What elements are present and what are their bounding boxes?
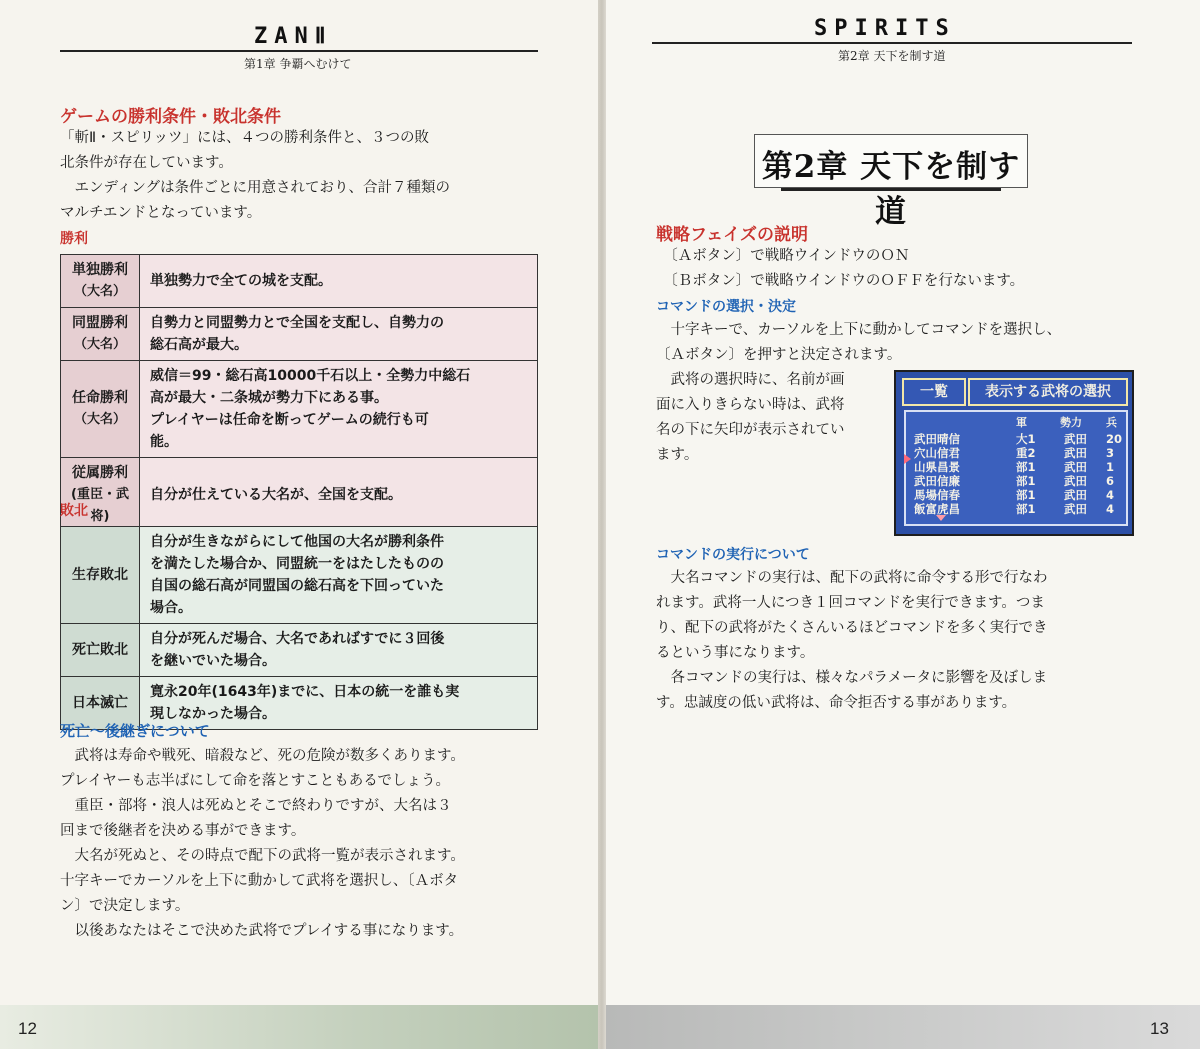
- condition-name-cell: 同盟勝利 （大名）: [61, 308, 140, 361]
- condition-name-cell: 任命勝利 （大名）: [61, 361, 140, 458]
- command-select-paragraph: 十字キーで、カーソルを上下に動かしてコマンドを選択し、 〔Ａボタン〕を押すと決定されます。: [656, 322, 1062, 363]
- page-number: 13: [1150, 1019, 1169, 1038]
- table-row: [61, 361, 538, 458]
- condition-desc-cell: 自分が死んだ場合、大名であればすでに３回後 を継いでいた場合。: [140, 624, 538, 677]
- header-rule: [652, 42, 1132, 44]
- list-item: 山県昌景 部1 武田 1: [914, 460, 1115, 474]
- section-title-strategy: 戦略フェイズの説明: [656, 225, 808, 245]
- scroll-down-arrow-icon: [936, 515, 946, 521]
- table-row: [61, 458, 538, 533]
- game-screenshot: [894, 370, 1134, 536]
- condition-desc-cell: 自勢力と同盟勢力とで全国を支配し、自勢力の 総石高が最大。: [140, 308, 538, 361]
- condition-name-cell: 生存敗北: [61, 527, 140, 624]
- strategy-paragraph: 〔Ａボタン〕で戦略ウインドウのＯＮ 〔Ｂボタン〕で戦略ウインドウのＯＦＦを行ないます。: [670, 248, 1025, 289]
- condition-desc-cell: 単独勢力で全ての城を支配。: [140, 255, 538, 308]
- footer-band: [0, 1005, 598, 1049]
- condition-desc-cell: 自分が生きながらにして他国の大名が勝利条件 を満たした場合か、同盟統一をはたしたものの 自国の総石高が同盟国の総石高を下回っていた 場合。: [140, 527, 538, 624]
- page-number: 12: [18, 1019, 37, 1038]
- header-title: ZANⅡ: [254, 24, 333, 49]
- tab-list: 一覧: [902, 378, 966, 406]
- footer-band: [606, 1005, 1200, 1049]
- table-row: [61, 308, 538, 361]
- condition-desc-cell: 威信＝99・総石高10000千石以上・全勢力中総石 高が最大・二条城が勢力下にある事。 プレイヤーは任命を断ってゲームの続行も可 能。: [140, 361, 538, 458]
- command-select-paragraph-2: 武将の選択時に、名前が画 面に入りきらない時は、武将 名の下に矢印が表示されてい ます。: [656, 372, 845, 463]
- list-item: 武田晴信 大1 武田 20: [914, 432, 1123, 446]
- column-header-faction: 勢力: [1060, 416, 1082, 429]
- condition-desc-cell: 寛永20年(1643年)までに、日本の統一を誰も実 現しなかった場合。: [140, 677, 538, 730]
- chapter-title-box: [754, 134, 1028, 230]
- succession-paragraph: 武将は寿命や戦死、暗殺など、死の危険が数多くあります。 プレイヤーも志半ばにして命を落とすこともあるでしょう。 重臣・部将・浪人は死ぬとそこで終わりですが、大名は３ 回まで後継者を決める事ができます。 大名が死ぬと、その時点で配下の武将一覧が表示されます。 十字キーでカーソルを上下に動かして武将を選択し、〔Ａボタ ン〕で決定します。 以後あなたはそこで決めた武将でプレイする事になります。: [60, 748, 465, 939]
- chapter-title: 第2章 天下を制す道: [761, 149, 1021, 230]
- condition-name-cell: 単独勝利 （大名）: [61, 255, 140, 308]
- header-rule: [60, 50, 538, 52]
- win-label: 勝利: [60, 231, 88, 247]
- chapter-subtitle: 第2章 天下を制す道: [838, 49, 946, 63]
- condition-name-cell: 従属勝利 (重臣・武将): [61, 458, 140, 533]
- lose-label: 敗北: [60, 503, 88, 519]
- tab-select-general: 表示する武将の選択: [968, 378, 1128, 406]
- conditions-paragraph: 「斬Ⅱ・スピリッツ」には、４つの勝利条件と、３つの敗 北条件が存在しています。 エンディングは条件ごとに用意されており、合計７種類の マルチエンドとなっています。: [60, 130, 451, 221]
- section-title-command-select: コマンドの選択・決定: [656, 299, 796, 315]
- list-item: 穴山信君 重2 武田 3: [914, 446, 1115, 460]
- list-item: 馬場信春 部1 武田 4: [914, 488, 1115, 502]
- table-row: [61, 624, 538, 677]
- column-header-troops: 兵: [1106, 416, 1117, 429]
- table-row: [61, 527, 538, 624]
- table-row: [61, 255, 538, 308]
- general-list: [904, 410, 1128, 526]
- section-title-succession: 死亡〜後継ぎについて: [60, 722, 210, 740]
- chapter-underline: [781, 188, 1001, 191]
- condition-desc-cell: 自分が仕えている大名が、全国を支配。: [140, 458, 538, 533]
- section-title-conditions: ゲームの勝利条件・敗北条件: [60, 107, 281, 127]
- column-header-army: 軍: [1016, 416, 1027, 429]
- condition-name-cell: 日本滅亡: [61, 677, 140, 730]
- list-item: 飯富虎昌 部1 武田 4: [914, 502, 1115, 516]
- win-conditions-table: [60, 254, 538, 533]
- chapter-subtitle: 第1章 争覇へむけて: [244, 57, 352, 71]
- list-item: 武田信廉 部1 武田 6: [914, 474, 1115, 488]
- right-page: [606, 0, 1200, 1049]
- section-title-command-exec: コマンドの実行について: [656, 547, 810, 563]
- condition-name-cell: 死亡敗北: [61, 624, 140, 677]
- left-page: [0, 0, 598, 1049]
- command-exec-paragraph: 大名コマンドの実行は、配下の武将に命令する形で行なわ れます。武将一人につき１回コマンドを実行できます。つま り、配下の武将がたくさんいるほどコマンドを多く実行でき るという事になります。 各コマンドの実行は、様々なパラメータに影響を及ぼしま す。忠誠度の低い武将は、命令拒否する事があります。: [656, 570, 1048, 711]
- lose-conditions-table: [60, 526, 538, 730]
- header-title: SPIRITS: [814, 16, 956, 41]
